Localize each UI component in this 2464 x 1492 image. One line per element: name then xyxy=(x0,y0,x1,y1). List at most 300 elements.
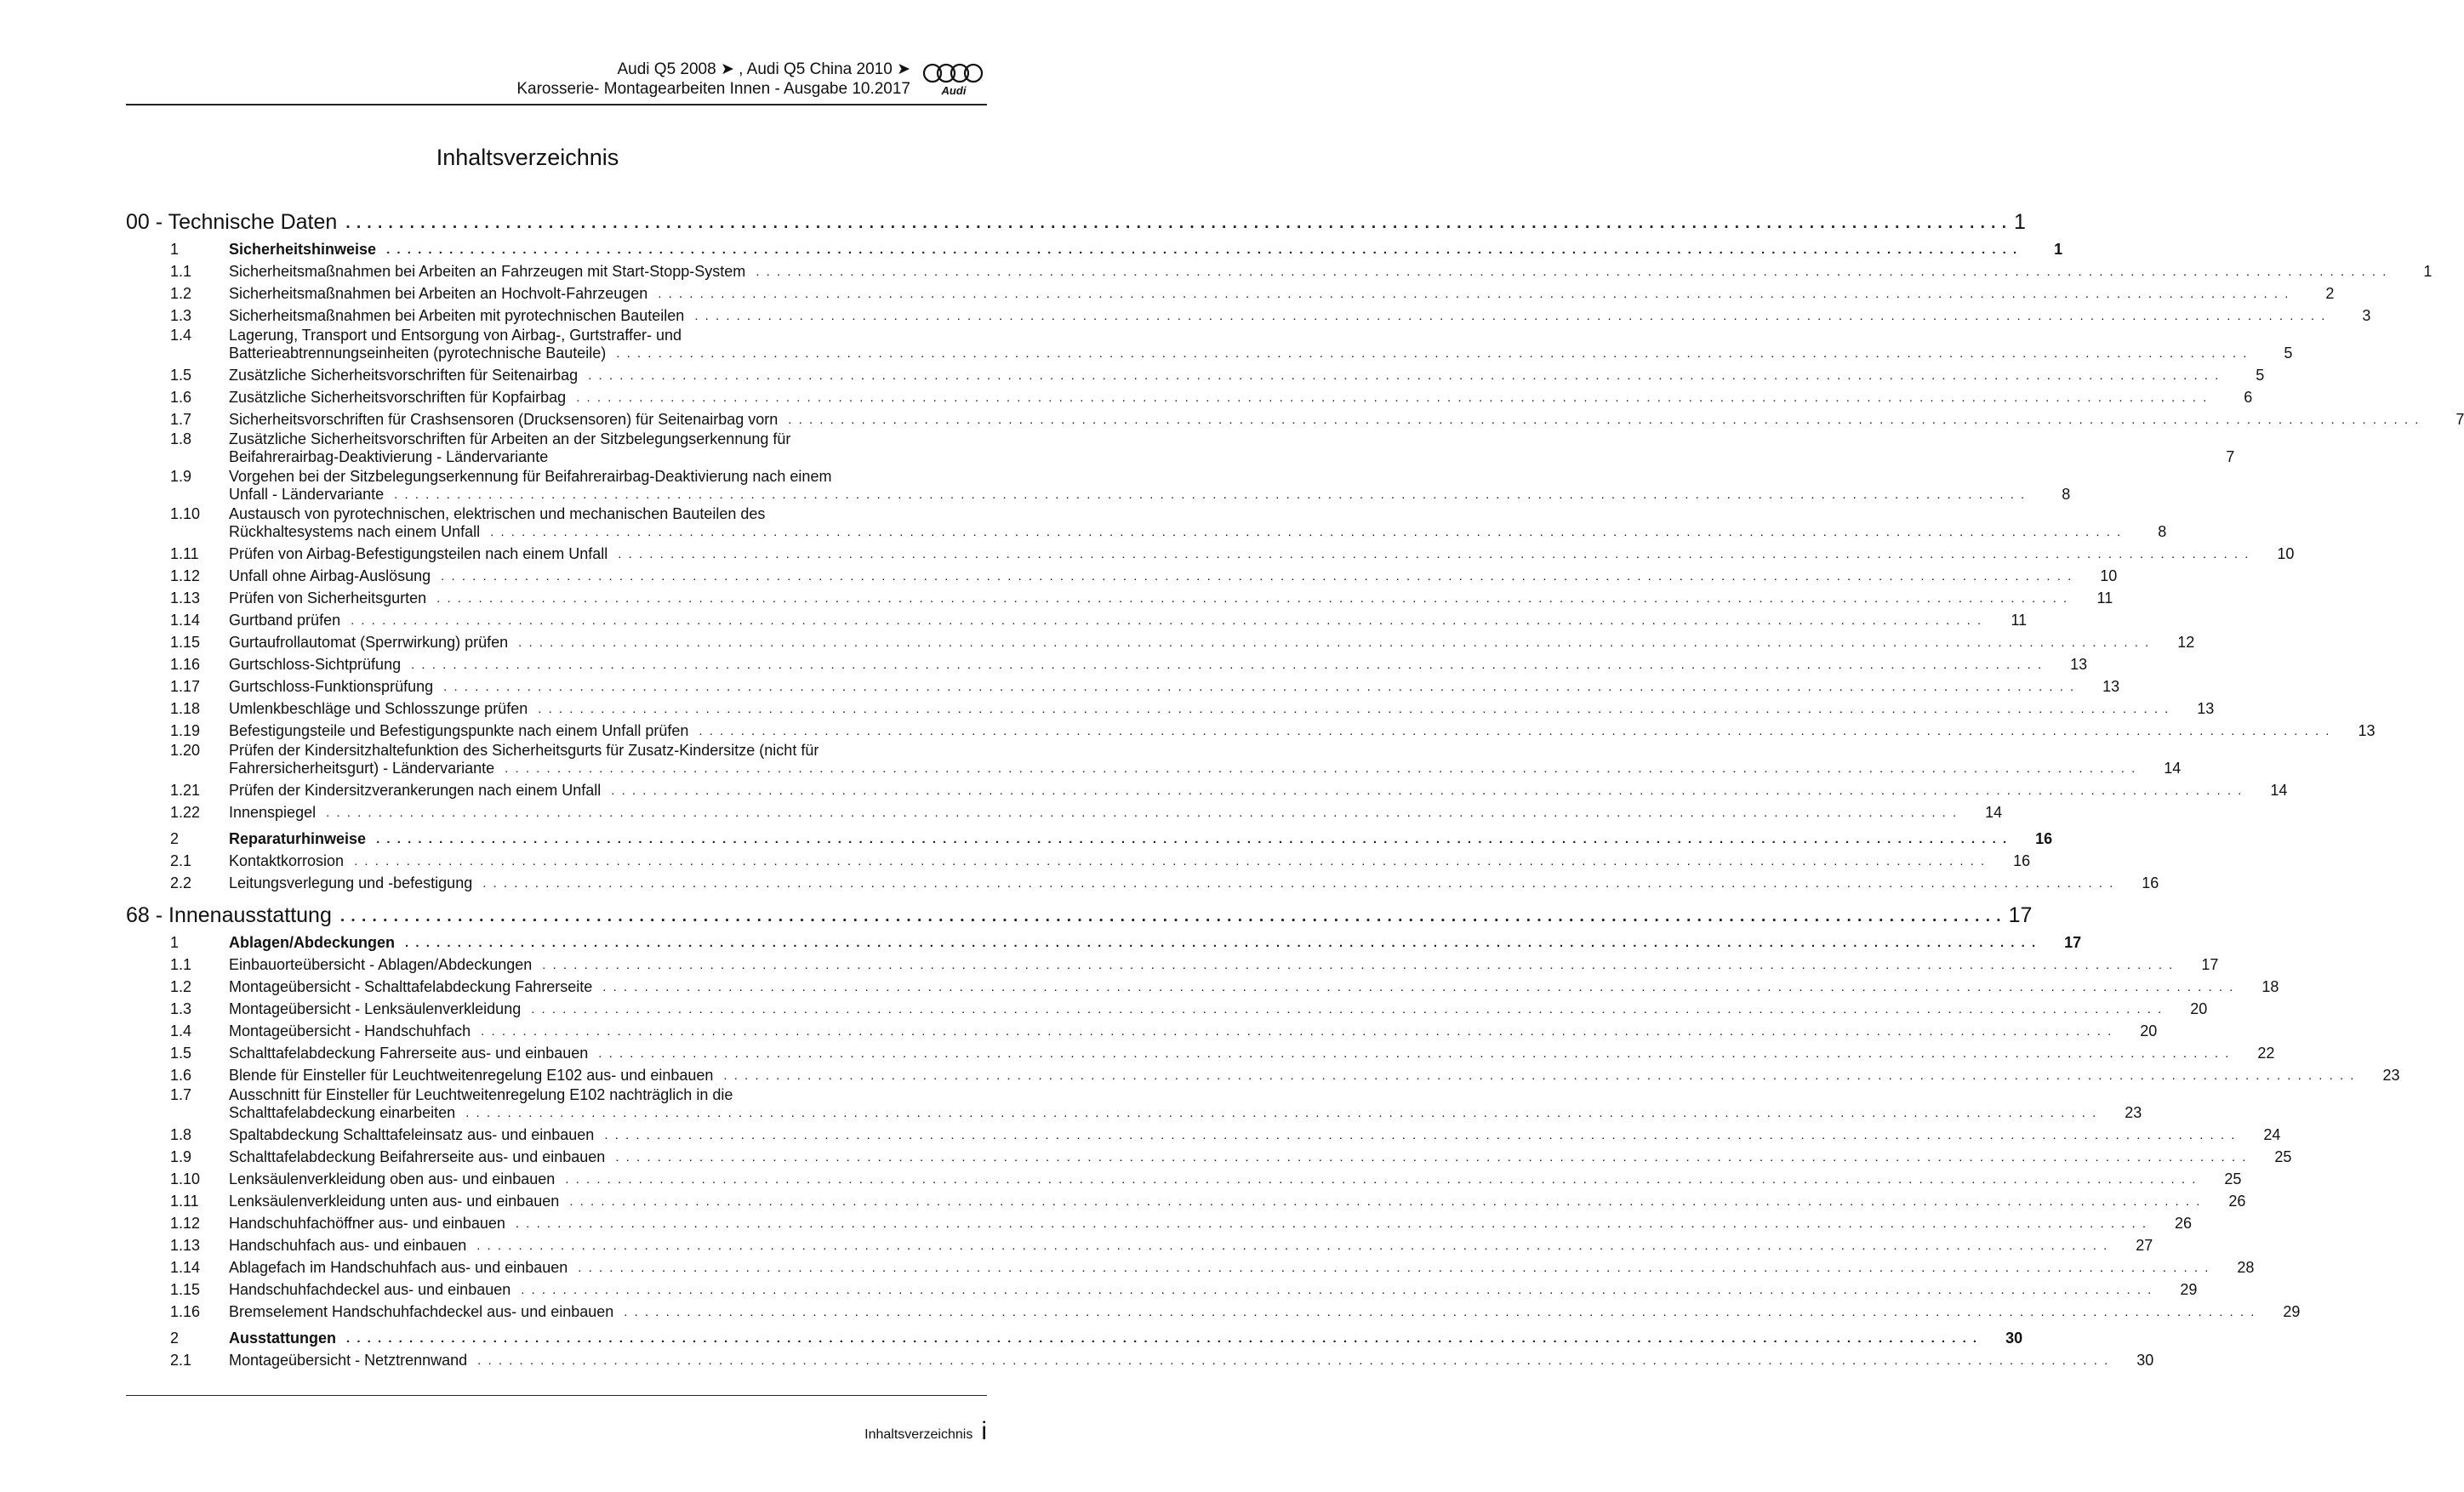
entry-page-number: 11 xyxy=(2096,589,2113,606)
entry-title-row xyxy=(229,1000,2207,1018)
entry-body xyxy=(229,722,2375,740)
dot-leader xyxy=(405,934,2037,952)
entry-body xyxy=(229,263,2432,281)
dot-leader xyxy=(588,367,2220,384)
entry-title: Montageübersicht - Handschuhfach xyxy=(229,1022,471,1039)
entry-title: Kontaktkorrosion xyxy=(229,852,345,869)
dot-leader xyxy=(482,874,2114,892)
dot-leader xyxy=(788,411,2420,429)
page-header xyxy=(126,60,987,105)
dot-leader xyxy=(578,1259,2210,1277)
dot-leader xyxy=(354,852,1986,870)
entry-body xyxy=(229,978,2279,996)
toc-entry[interactable] xyxy=(126,1347,2154,1370)
entry-title-line: Vorgehen bei der Sitzbelegungserkennung für Beifahrerairbag-Deaktivierung nach einem xyxy=(229,468,832,485)
entry-page-number: 28 xyxy=(2237,1259,2255,1276)
toc-entry[interactable] xyxy=(126,384,2253,407)
entry-body xyxy=(229,634,2194,652)
dot-leader xyxy=(521,1281,2153,1299)
entry-title: Gurtschloss-Funktionsprüfung xyxy=(229,678,434,695)
entry-body xyxy=(229,1259,2254,1277)
toc-entry[interactable] xyxy=(126,1166,2242,1188)
entry-body xyxy=(229,1330,2022,1347)
toc-entry[interactable] xyxy=(126,259,2433,281)
entry-title: Ablagen/Abdeckungen xyxy=(229,934,396,951)
entry-body xyxy=(229,782,2287,800)
entry-title-row xyxy=(229,589,2113,607)
entry-number: 1.2 xyxy=(170,978,192,995)
entry-title-row xyxy=(229,1193,2245,1210)
header-edition-line: Karosserie- Montagearbeiten Innen - Ausgabe 10.2017 xyxy=(516,80,910,98)
entry-body xyxy=(229,612,2027,629)
entry-body xyxy=(229,367,2264,384)
entry-number: 1.9 xyxy=(170,468,192,485)
dot-leader xyxy=(441,567,2073,585)
toc-entry[interactable] xyxy=(126,718,2376,740)
toc-entry[interactable] xyxy=(126,505,2167,541)
entry-page-number: 18 xyxy=(2262,978,2279,995)
entry-number: 1.11 xyxy=(170,545,199,562)
toc-entry[interactable] xyxy=(126,1086,2142,1122)
toc-chapter xyxy=(126,897,2400,1370)
entry-title: Gurtaufrollautomat (Sperrwirkung) prüfen xyxy=(229,634,509,651)
entry-page-number: 29 xyxy=(2180,1281,2198,1298)
entry-number: 2.1 xyxy=(170,852,192,869)
entry-page-number: 3 xyxy=(2362,307,2371,324)
dot-leader xyxy=(699,722,2330,740)
entry-title-row xyxy=(229,567,2117,585)
toc-chapter-heading[interactable] xyxy=(126,897,2033,930)
entry-number: 1.12 xyxy=(170,567,201,584)
audi-logo-text: Audi xyxy=(941,84,967,97)
entry-body xyxy=(229,1215,2192,1233)
dot-leader xyxy=(694,307,2326,325)
entry-title-line: Lagerung, Transport und Entsorgung von Airbag-, Gurtstraffer- und xyxy=(229,327,682,344)
toc-entry[interactable] xyxy=(126,281,2335,303)
entry-title: Reparaturhinweise xyxy=(229,830,367,847)
dot-leader xyxy=(326,804,1958,822)
entry-title-row xyxy=(229,1303,2300,1321)
toc-entry[interactable] xyxy=(126,1188,2246,1210)
header-vehicle-line: Audi Q5 2008 ➤ , Audi Q5 China 2010 ➤ xyxy=(617,60,910,78)
entry-number: 1.4 xyxy=(170,1022,192,1039)
entry-title-row xyxy=(229,1352,2153,1370)
dot-leader xyxy=(604,1126,2236,1144)
entry-page-number: 12 xyxy=(2177,634,2195,651)
toc-section-entry[interactable] xyxy=(126,1325,2023,1347)
entry-number: 1.10 xyxy=(170,1170,201,1187)
entry-page-number: 23 xyxy=(2125,1104,2142,1121)
entry-page-number: 24 xyxy=(2263,1126,2281,1143)
entry-page-number: 5 xyxy=(2284,345,2293,362)
entry-title-row xyxy=(229,1170,2241,1188)
toc-entry[interactable] xyxy=(126,303,2371,325)
entry-page-number: 22 xyxy=(2257,1045,2275,1062)
dot-leader xyxy=(345,211,2007,236)
dot-leader xyxy=(346,1330,1978,1347)
entry-title-row xyxy=(229,760,2181,777)
entry-number: 1.4 xyxy=(170,327,192,344)
entry-page-number: 25 xyxy=(2224,1170,2242,1187)
toc-entry[interactable] xyxy=(126,327,2293,362)
toc-entry[interactable] xyxy=(126,848,2031,870)
toc-entry[interactable] xyxy=(126,1040,2275,1062)
entry-title: Spaltabdeckung Schalttafeleinsatz aus- und einbauen xyxy=(229,1126,595,1143)
entry-body xyxy=(229,956,2218,974)
toc-chapter xyxy=(126,204,2464,892)
entry-number: 1.15 xyxy=(170,1281,201,1298)
entry-number: 2 xyxy=(170,1330,180,1347)
entry-body xyxy=(229,411,2464,429)
entry-number: 1.11 xyxy=(170,1193,199,1210)
entry-title: Prüfen von Airbag-Befestigungsteilen nach einem Unfall xyxy=(229,545,608,562)
entry-title-line: Zusätzliche Sicherheitsvorschriften für Arbeiten an der Sitzbelegungserkennung für xyxy=(229,430,791,447)
entry-page-number: 8 xyxy=(2062,486,2071,503)
toc-entry[interactable] xyxy=(126,629,2195,652)
footer-label: Inhaltsverzeichnis xyxy=(864,1427,973,1442)
dot-leader xyxy=(538,700,2170,718)
entry-number: 1.17 xyxy=(170,678,201,695)
entry-page-number: 26 xyxy=(2228,1193,2246,1210)
entry-title-row xyxy=(229,1126,2280,1144)
toc-chapter-heading[interactable] xyxy=(126,204,2026,236)
entry-page-number: 16 xyxy=(2035,830,2053,847)
entry-title-row xyxy=(229,830,2052,848)
entry-number: 1.18 xyxy=(170,700,201,717)
entry-number: 1.1 xyxy=(170,263,192,280)
toc-entry[interactable] xyxy=(126,362,2265,384)
dot-leader xyxy=(476,1237,2108,1255)
toc-entry[interactable] xyxy=(126,1299,2301,1321)
chapter-title: 00 - Technische Daten xyxy=(126,210,338,234)
entry-body xyxy=(229,307,2370,325)
entry-title: Zusätzliche Sicherheitsvorschriften für Seitenairbag xyxy=(229,367,579,384)
entry-number: 2 xyxy=(170,830,180,847)
entry-body xyxy=(229,1148,2291,1166)
entry-title: Sicherheitsmaßnahmen bei Arbeiten an Hochvolt-Fahrzeugen xyxy=(229,285,648,302)
toc-entry[interactable] xyxy=(126,742,2182,777)
entry-title-line: Austausch von pyrotechnischen, elektrischen und mechanischen Bauteilen des xyxy=(229,505,766,522)
header-text xyxy=(516,60,910,99)
entry-title: Schalttafelabdeckung Fahrerseite aus- und einbauen xyxy=(229,1045,589,1062)
entry-body xyxy=(229,1126,2280,1144)
toc-entry[interactable] xyxy=(126,1018,2158,1040)
entry-title: Innenspiegel xyxy=(229,804,317,821)
entry-title-row xyxy=(229,545,2294,563)
entry-title: Unfall ohne Airbag-Auslösung xyxy=(229,567,431,584)
entry-number: 1.16 xyxy=(170,656,201,673)
entry-title: Blende für Einsteller für Leuchtweitenregelung E102 aus- und einbauen xyxy=(229,1067,714,1084)
entry-number: 1.7 xyxy=(170,411,192,428)
entry-number: 1.1 xyxy=(170,956,192,973)
entry-page-number: 20 xyxy=(2140,1022,2158,1039)
toc-entry[interactable] xyxy=(126,777,2288,800)
entry-page-number: 13 xyxy=(2102,678,2120,695)
entry-body xyxy=(229,830,2052,848)
entry-title: Fahrersicherheitsgurt) - Ländervariante xyxy=(229,760,495,777)
entry-page-number: 20 xyxy=(2190,1000,2208,1017)
entry-title: Montageübersicht - Lenksäulenverkleidung xyxy=(229,1000,522,1017)
entry-title: Gurtband prüfen xyxy=(229,612,341,629)
entry-title-row xyxy=(229,1067,2399,1085)
entry-title-row xyxy=(229,411,2464,429)
entry-body xyxy=(229,700,2214,718)
entry-number: 1.13 xyxy=(170,589,201,606)
entry-page-number: 26 xyxy=(2174,1215,2193,1232)
entry-title-row xyxy=(229,656,2087,674)
entry-title: Bremselement Handschuhfachdeckel aus- und einbauen xyxy=(229,1303,614,1320)
entry-body xyxy=(229,241,2062,259)
entry-body xyxy=(229,285,2334,303)
dot-leader xyxy=(624,1303,2256,1321)
entry-title: Lenksäulenverkleidung unten aus- und einbauen xyxy=(229,1193,560,1210)
entry-title-row xyxy=(229,389,2252,407)
entry-title-row xyxy=(229,956,2218,974)
dot-leader xyxy=(618,545,2250,563)
entry-body xyxy=(229,1170,2241,1188)
entry-title-row xyxy=(229,523,2166,541)
dot-leader xyxy=(490,523,2122,541)
entry-title-row xyxy=(229,1330,2022,1347)
entry-title: Schalttafelabdeckung einarbeiten xyxy=(229,1104,456,1121)
toc-entry[interactable] xyxy=(126,1277,2198,1299)
toc-entry[interactable] xyxy=(126,870,2159,892)
entry-title-row xyxy=(229,722,2375,740)
entry-page-number: 13 xyxy=(2358,722,2376,739)
entry-title: Sicherheitsvorschriften für Crashsensoren (Drucksensoren) für Seitenairbag vorn xyxy=(229,411,779,428)
toc-entry[interactable] xyxy=(126,674,2120,696)
toc-entry[interactable] xyxy=(126,1210,2193,1233)
dot-leader xyxy=(658,285,2290,303)
entry-page-number: 10 xyxy=(2100,567,2118,584)
dot-leader xyxy=(465,1104,2097,1122)
entry-page-number: 13 xyxy=(2070,656,2088,673)
dot-leader xyxy=(531,1000,2163,1018)
toc-entry[interactable] xyxy=(126,430,2235,466)
entry-number: 1.3 xyxy=(170,1000,192,1017)
entry-body xyxy=(229,1193,2245,1210)
dot-leader xyxy=(565,1170,2197,1188)
entry-body xyxy=(229,656,2087,674)
entry-page-number: 8 xyxy=(2158,523,2167,540)
toc-section-entry[interactable] xyxy=(126,826,2053,848)
entry-title: Gurtschloss-Sichtprüfung xyxy=(229,656,402,673)
entry-title: Handschuhfach aus- und einbauen xyxy=(229,1237,467,1254)
dot-leader xyxy=(481,1022,2113,1040)
entry-title-row xyxy=(229,1148,2291,1166)
dot-leader xyxy=(542,956,2174,974)
toc-entry[interactable] xyxy=(126,1144,2292,1166)
entry-number: 1.6 xyxy=(170,389,192,406)
toc-entry[interactable] xyxy=(126,1233,2153,1255)
entry-title: Schalttafelabdeckung Beifahrerseite aus- und einbauen xyxy=(229,1148,606,1165)
toc-entry[interactable] xyxy=(126,585,2113,607)
entry-body xyxy=(229,589,2113,607)
dot-leader xyxy=(756,263,2387,281)
toc-entry[interactable] xyxy=(126,541,2295,563)
entry-number: 1.19 xyxy=(170,722,201,739)
toc-entry[interactable] xyxy=(126,652,2088,674)
entry-title-row xyxy=(229,612,2027,629)
toc-entry[interactable] xyxy=(126,407,2464,429)
entry-page-number: 25 xyxy=(2274,1148,2292,1165)
entry-number: 1.14 xyxy=(170,1259,201,1276)
entry-number: 1.7 xyxy=(170,1086,192,1103)
entry-page-number: 7 xyxy=(2455,411,2464,428)
dot-leader xyxy=(598,1045,2230,1062)
entry-title-line: Prüfen der Kindersitzhaltefunktion des Sicherheitsgurts für Zusatz-Kindersitze (nicht für xyxy=(229,742,819,759)
entry-number: 1.22 xyxy=(170,804,201,821)
entry-title-row xyxy=(229,241,2062,259)
entry-page-number: 10 xyxy=(2277,545,2295,562)
dot-leader xyxy=(505,760,2136,777)
table-of-contents xyxy=(126,204,2464,1370)
entry-title: Sicherheitsmaßnahmen bei Arbeiten mit pyrotechnischen Bauteilen xyxy=(229,307,685,324)
entry-title: Umlenkbeschläge und Schlosszunge prüfen xyxy=(229,700,528,717)
entry-body xyxy=(229,1086,2142,1122)
dot-leader xyxy=(569,1193,2201,1210)
entry-title-row xyxy=(229,367,2264,384)
entry-body xyxy=(229,545,2294,563)
entry-title: Ausstattungen xyxy=(229,1330,336,1347)
entry-number: 1.21 xyxy=(170,782,201,799)
entry-title-row xyxy=(229,1045,2274,1062)
chapter-title: 68 - Innenausstattung xyxy=(126,903,332,927)
entry-title: Rückhaltesystems nach einem Unfall xyxy=(229,523,481,540)
toc-entry[interactable] xyxy=(126,1062,2400,1085)
footer-page-number: i xyxy=(981,1417,987,1445)
entry-title-row xyxy=(229,852,2030,870)
entry-title: Lenksäulenverkleidung oben aus- und einbauen xyxy=(229,1170,556,1187)
entry-number: 1.2 xyxy=(170,285,192,302)
entry-body xyxy=(229,678,2119,696)
entry-body xyxy=(229,1352,2153,1370)
toc-entry[interactable] xyxy=(126,800,2003,822)
entry-title: Leitungsverlegung und -befestigung xyxy=(229,874,473,891)
dot-leader xyxy=(394,486,2026,504)
toc-entry[interactable] xyxy=(126,996,2208,1018)
entry-page-number: 23 xyxy=(2382,1067,2400,1084)
dot-leader xyxy=(615,1148,2247,1166)
dot-leader xyxy=(516,1215,2147,1233)
entry-title: Befestigungsteile und Befestigungspunkte nach einem Unfall prüfen xyxy=(229,722,689,739)
toc-entry[interactable] xyxy=(126,607,2028,629)
entry-page-number: 14 xyxy=(2164,760,2182,777)
dot-leader xyxy=(376,830,2008,848)
entry-page-number: 1 xyxy=(2054,241,2063,258)
dot-leader xyxy=(518,634,2150,652)
dot-leader xyxy=(576,389,2208,407)
dot-leader xyxy=(611,782,2243,800)
entry-number: 2.2 xyxy=(170,874,192,891)
entry-number: 1 xyxy=(170,241,180,258)
entry-page-number: 17 xyxy=(2201,956,2219,973)
entry-title: Batterieabtrennungseinheiten (pyrotechnische Bauteile) xyxy=(229,345,607,362)
entry-page-number: 2 xyxy=(2325,285,2335,302)
entry-title-row xyxy=(229,1281,2197,1299)
entry-body xyxy=(229,804,2002,822)
toc-entry[interactable] xyxy=(126,563,2118,585)
entry-page-number: 1 xyxy=(2423,263,2433,280)
entry-title: Prüfen der Kindersitzverankerungen nach einem Unfall xyxy=(229,782,602,799)
dot-leader xyxy=(723,1067,2355,1085)
entry-title-row xyxy=(229,486,2070,504)
entry-page-number: 11 xyxy=(2011,612,2028,629)
toc-entry[interactable] xyxy=(126,1122,2281,1144)
entry-body xyxy=(229,389,2252,407)
entry-body xyxy=(229,1067,2399,1085)
entry-body xyxy=(229,1022,2157,1040)
entry-page-number: 6 xyxy=(2244,389,2253,406)
entry-title-row xyxy=(229,1022,2157,1040)
entry-number: 1.20 xyxy=(170,742,201,759)
footer-divider xyxy=(126,1395,987,1396)
entry-number: 1.12 xyxy=(170,1215,201,1232)
entry-body xyxy=(229,1045,2274,1062)
toc-entry[interactable] xyxy=(126,1255,2255,1277)
entry-title-row xyxy=(229,345,2292,362)
dot-leader xyxy=(602,978,2234,996)
entry-number: 1.8 xyxy=(170,1126,192,1143)
entry-title: Einbauorteübersicht - Ablagen/Abdeckungen xyxy=(229,956,533,973)
entry-title: Zusätzliche Sicherheitsvorschriften für Kopfairbag xyxy=(229,389,567,406)
entry-number: 1.9 xyxy=(170,1148,192,1165)
entry-page-number: 30 xyxy=(2136,1352,2154,1369)
dot-leader xyxy=(616,345,2248,362)
dot-leader xyxy=(351,612,1982,629)
entry-page-number: 27 xyxy=(2136,1237,2153,1254)
entry-page-number: 16 xyxy=(2013,852,2031,869)
dot-leader xyxy=(443,678,2075,696)
entry-body xyxy=(229,742,2181,777)
entry-title-row xyxy=(229,285,2334,303)
toc-section-entry[interactable] xyxy=(126,236,2063,259)
entry-number: 1.13 xyxy=(170,1237,201,1254)
chapter-page-number: 1 xyxy=(2014,210,2026,234)
dot-leader xyxy=(411,656,2043,674)
entry-title: Sicherheitsmaßnahmen bei Arbeiten an Fahrzeugen mit Start-Stopp-System xyxy=(229,263,746,280)
entry-title-row xyxy=(229,1215,2192,1233)
toc-entry[interactable] xyxy=(126,696,2215,718)
entry-title: Montageübersicht - Netztrennwand xyxy=(229,1352,468,1369)
toc-entry[interactable] xyxy=(126,468,2071,504)
entry-body xyxy=(229,505,2166,541)
entry-number: 1.5 xyxy=(170,1045,192,1062)
page-title: Inhaltsverzeichnis xyxy=(436,145,619,170)
entry-number: 2.1 xyxy=(170,1352,192,1369)
entry-body xyxy=(229,874,2159,892)
entry-title-row xyxy=(229,307,2370,325)
audi-logo xyxy=(921,63,987,97)
entry-page-number: 14 xyxy=(1985,804,2003,821)
toc-entry[interactable] xyxy=(126,974,2279,996)
entry-title-row xyxy=(229,1237,2153,1255)
entry-number: 1.14 xyxy=(170,612,201,629)
entry-title: Sicherheitshinweise xyxy=(229,241,377,258)
dot-leader xyxy=(386,241,2018,259)
entry-page-number: 14 xyxy=(2270,782,2288,799)
entry-body xyxy=(229,1000,2207,1018)
entry-page-number: 17 xyxy=(2064,934,2082,951)
entry-body xyxy=(229,852,2030,870)
toc-section-entry[interactable] xyxy=(126,930,2082,952)
entry-title-row xyxy=(229,782,2287,800)
entry-body xyxy=(229,1281,2197,1299)
entry-page-number: 30 xyxy=(2005,1330,2023,1347)
entry-title-row xyxy=(229,700,2214,718)
toc-entry[interactable] xyxy=(126,952,2219,974)
chapter-page-number: 17 xyxy=(2008,903,2033,927)
